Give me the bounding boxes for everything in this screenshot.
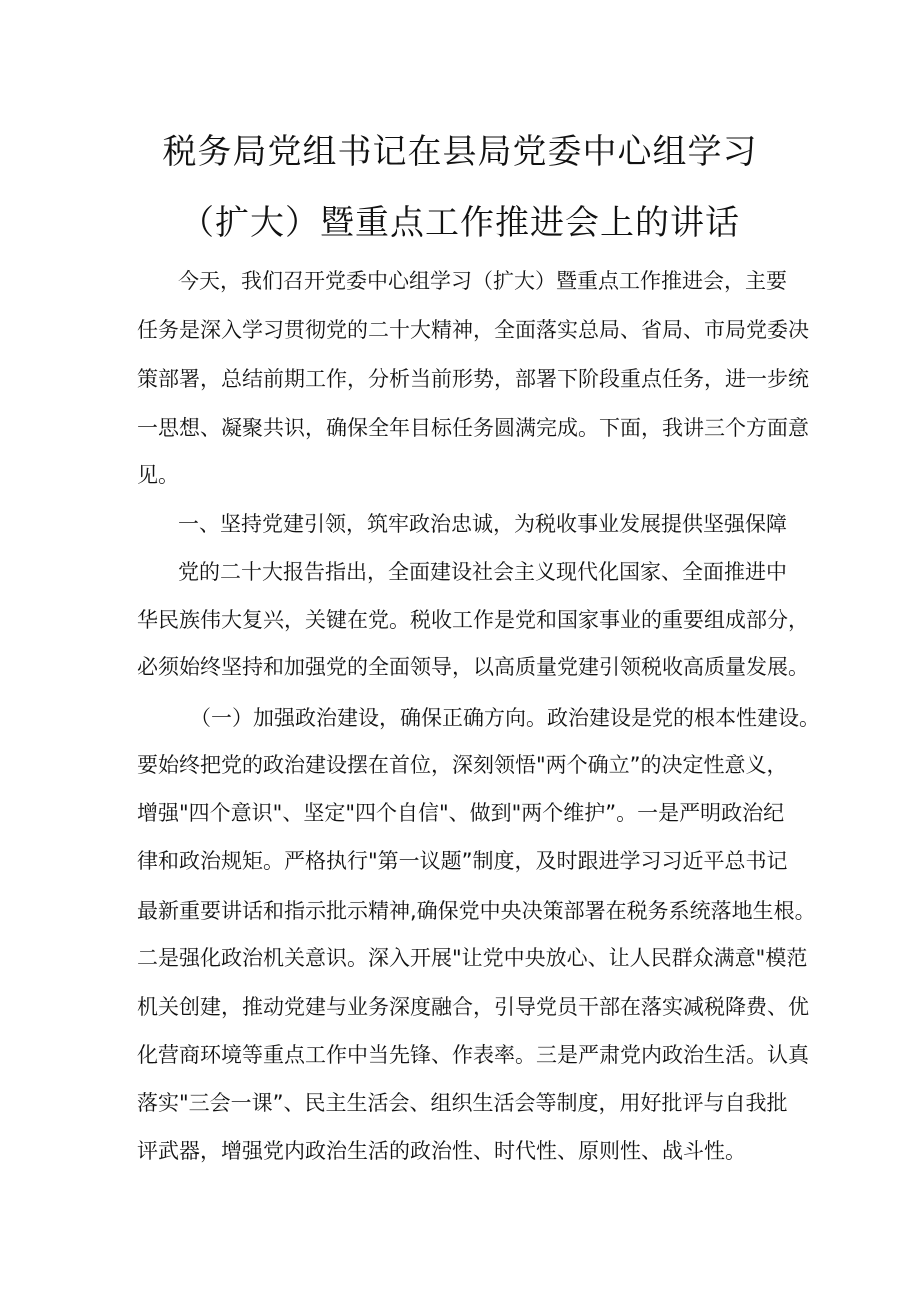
document-title-line-2: （扩大）暨重点工作推进会上的讲话 — [180, 203, 740, 243]
paragraph-line: 二是强化政治机关意识。深入开展"让党中央放心、让人民群众满意"模范 — [137, 946, 808, 970]
paragraph-line: 华民族伟大复兴，关键在党。税收工作是党和国家事业的重要组成部分， — [137, 608, 809, 632]
paragraph-line: 见。 — [137, 463, 179, 487]
section-heading-text: 一、坚持党建引领，筑牢政治忠诚，为税收事业发展提供坚强保障 — [178, 512, 787, 536]
paragraph-line: 一思想、凝聚共识，确保全年目标任务圆满完成。下面，我讲三个方面意 — [137, 416, 809, 440]
paragraph-line: 增强"四个意识"、坚定"四个自信"、做到"两个维护”。一是严明政治纪 — [137, 801, 785, 825]
paragraph-line: （一）加强政治建设，确保正确方向。政治建设是党的根本性建设。 — [190, 706, 820, 730]
paragraph-line: 评武器，增强党内政治生活的政治性、时代性、原则性、战斗性。 — [137, 1139, 746, 1163]
paragraph-line: 机关创建，推动党建与业务深度融合，引导党员干部在落实减税降费、优 — [137, 995, 809, 1019]
paragraph-line: 任务是深入学习贯彻党的二十大精神，全面落实总局、省局、市局党委决 — [137, 318, 809, 342]
paragraph-line: 必须始终坚持和加强党的全面领导，以高质量党建引领税收高质量发展。 — [137, 655, 809, 679]
paragraph-line: 化营商环境等重点工作中当先锋、作表率。三是严肃党内政治生活。认真 — [137, 1043, 809, 1067]
paragraph-line: 最新重要讲话和指示批示精神,确保党中央决策部署在税务系统落地生根。 — [137, 899, 816, 923]
document-title-line-1: 税务局党组书记在县局党委中心组学习 — [162, 132, 758, 172]
paragraph-line: 党的二十大报告指出，全面建设社会主义现代化国家、全面推进中 — [178, 560, 787, 584]
paragraph-line: 落实"三会一课”、民主生活会、组织生活会等制度，用好批评与自我批 — [137, 1091, 788, 1115]
paragraph-line: 策部署，总结前期工作，分析当前形势，部署下阶段重点任务，进一步统 — [137, 367, 809, 391]
paragraph-line: 律和政治规矩。严格执行"第一议题”制度，及时跟进学习习近平总书记 — [137, 849, 788, 873]
paragraph-line: 今天，我们召开党委中心组学习（扩大）暨重点工作推进会，主要 — [178, 269, 787, 293]
paragraph-line: 要始终把党的政治建设摆在首位，深刻领悟"两个确立”的决定性意义， — [137, 753, 788, 777]
